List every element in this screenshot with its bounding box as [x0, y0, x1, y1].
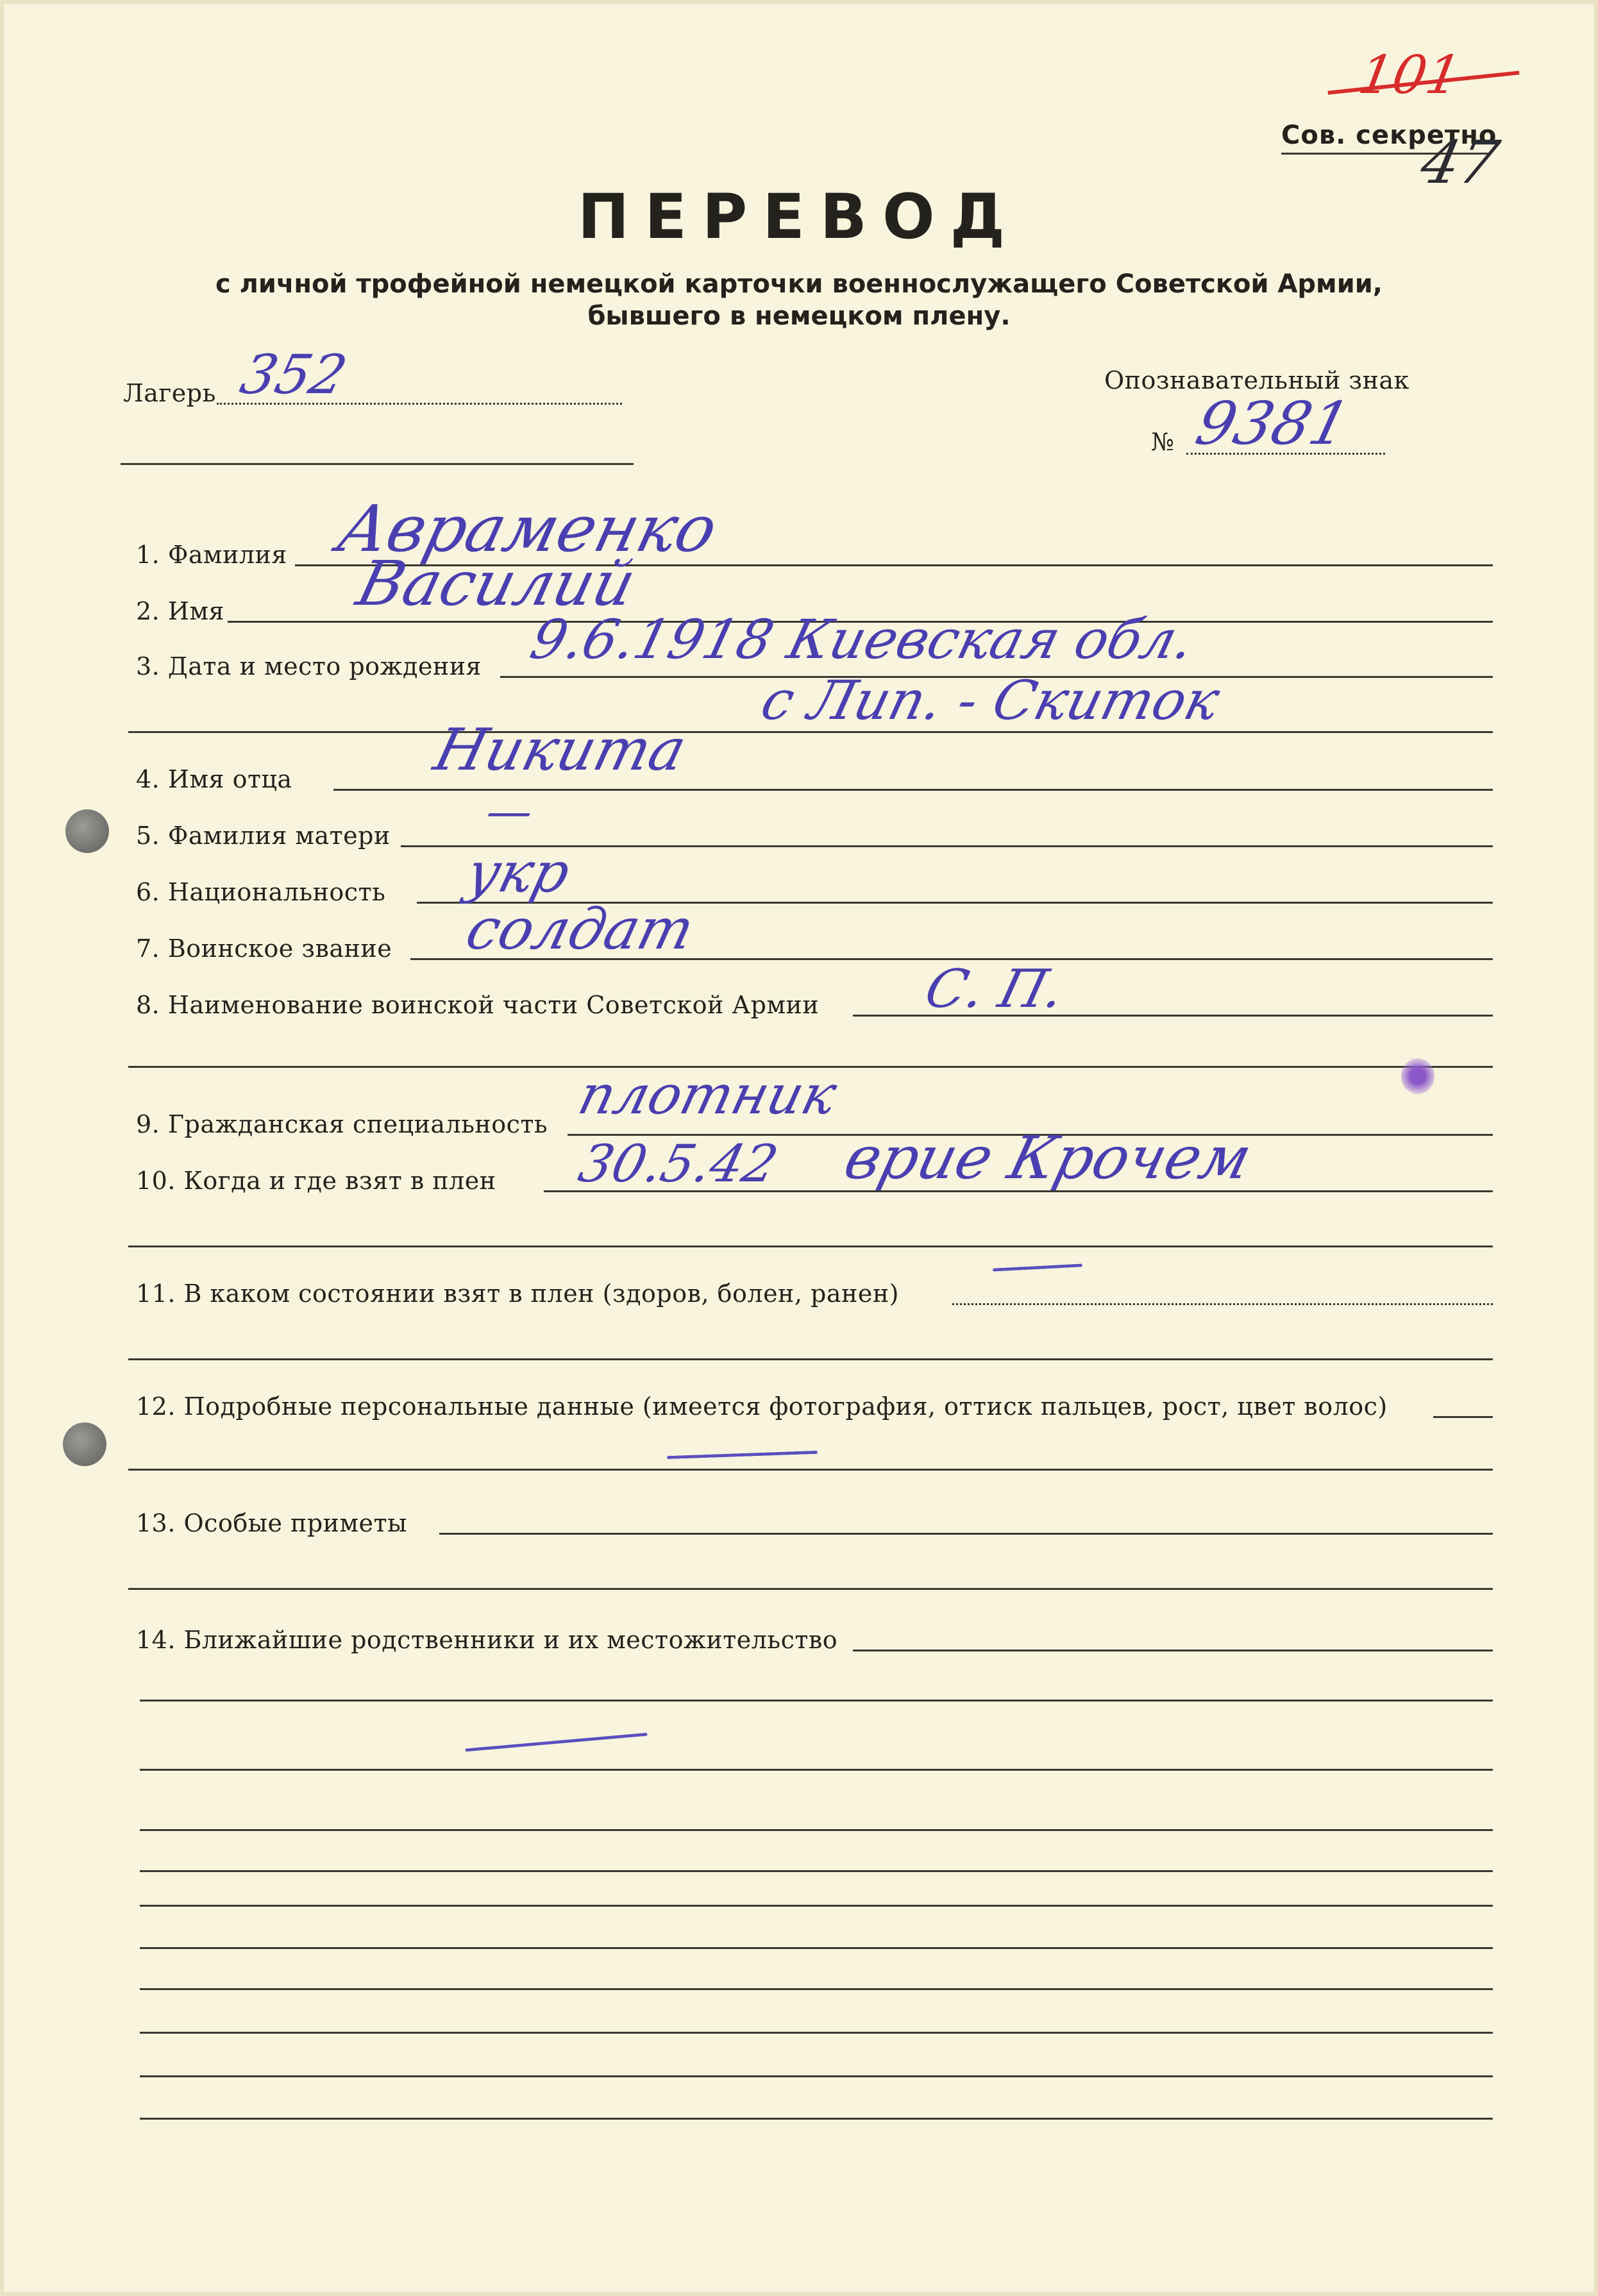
- field-11-line-2: [128, 1358, 1493, 1360]
- field-3-label: 3. Дата и место рождения: [136, 652, 482, 680]
- page-title: ПЕРЕВОД: [577, 181, 1021, 253]
- field-11-line: [952, 1303, 1493, 1305]
- field-3-value: 9.6.1918 Киевская обл.: [524, 608, 1201, 671]
- field-14-line-3: [140, 1769, 1493, 1771]
- subtitle-line-2: бывшего в немецком плену.: [587, 301, 1011, 331]
- field-10-label: 10. Когда и где взят в плен: [136, 1167, 496, 1195]
- field-4-value: Никита: [428, 716, 693, 784]
- field-6-label: 6. Национальность: [136, 878, 386, 906]
- field-4-label: 4. Имя отца: [136, 765, 292, 793]
- field-14-line-7: [140, 1947, 1493, 1949]
- field-5-label: 5. Фамилия матери: [136, 822, 391, 850]
- field-1-value: Авраменко: [330, 491, 725, 566]
- field-8-label: 8. Наименование воинской части Советской Армии: [136, 991, 820, 1019]
- field-10-value-2: врие Крочем: [837, 1124, 1259, 1192]
- field-12-line: [1433, 1416, 1493, 1418]
- field-13-line: [439, 1533, 1493, 1535]
- punch-hole-bottom: [63, 1422, 106, 1466]
- camp-extra-line: [121, 463, 634, 465]
- field-13-label: 13. Особые приметы: [136, 1509, 407, 1537]
- field-10-value: 30.5.42: [573, 1134, 784, 1194]
- field-11-label: 11. В каком состоянии взят в плен (здоров, болен, ранен): [136, 1279, 899, 1308]
- subtitle-line-1: с личной трофейной немецкой карточки военнослужащего Советской Армии,: [215, 269, 1383, 299]
- id-tag-value: 9381: [1189, 389, 1357, 458]
- field-9-value: плотник: [572, 1063, 843, 1126]
- field-7-value: солдат: [460, 896, 701, 962]
- punch-hole-top: [65, 809, 109, 853]
- field-14-label: 14. Ближайшие родственники и их местожительство: [136, 1626, 838, 1654]
- field-14-line-9: [140, 2032, 1493, 2034]
- field-12-label: 12. Подробные персональные данные (имеется фотография, оттиск пальцев, рост, цвет волос): [136, 1392, 1388, 1421]
- field-14-line-5: [140, 1870, 1493, 1872]
- field-12-dash: [667, 1451, 818, 1459]
- field-14-line-11: [140, 2118, 1493, 2120]
- field-14-line-4: [140, 1829, 1493, 1831]
- classification-handwritten-mark: 47: [1415, 128, 1505, 197]
- id-tag-label: Опознавательный знак: [1104, 366, 1409, 394]
- field-14-line: [853, 1650, 1493, 1651]
- field-14-line-8: [140, 1988, 1493, 1990]
- ink-stain: [1401, 1058, 1434, 1094]
- field-12-line-2: [128, 1469, 1493, 1471]
- red-handwritten-number: 101: [1354, 45, 1465, 106]
- field-5-value: —: [480, 785, 539, 838]
- field-6-value: укр: [460, 841, 576, 905]
- field-9-label: 9. Гражданская специальность: [136, 1110, 548, 1138]
- camp-value: 352: [234, 343, 353, 406]
- field-2-label: 2. Имя: [136, 597, 225, 625]
- camp-label: Лагерь: [123, 379, 216, 407]
- field-14-line-10: [140, 2075, 1493, 2077]
- field-2-value: Василий: [350, 548, 643, 620]
- field-3-value-2: с Лип. - Скиток: [755, 669, 1226, 732]
- field-7-label: 7. Воинское звание: [136, 934, 392, 963]
- field-14-line-6: [140, 1905, 1493, 1907]
- classification-label: Сов. секретно: [1281, 121, 1497, 150]
- id-tag-number-sign: №: [1151, 428, 1175, 456]
- field-14-line-2: [140, 1700, 1493, 1701]
- field-13-line-2: [128, 1588, 1493, 1590]
- field-8-value: С. П.: [919, 959, 1071, 1020]
- field-14-dash: [465, 1733, 647, 1752]
- field-11-dash: [993, 1263, 1082, 1271]
- field-1-label: 1. Фамилия: [136, 541, 287, 569]
- field-10-line-2: [128, 1245, 1493, 1247]
